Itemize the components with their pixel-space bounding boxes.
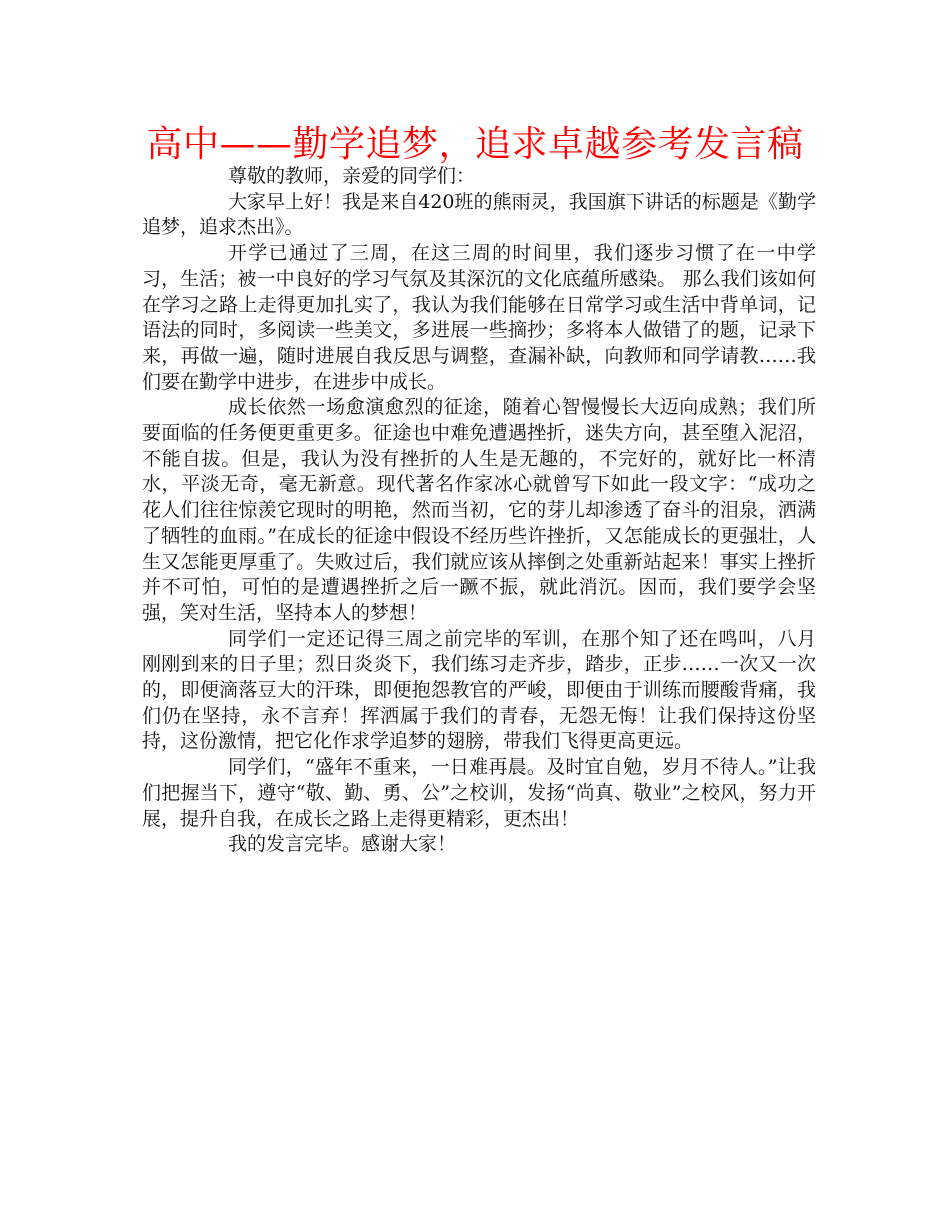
body-paragraph: 同学们一定还记得三周之前完毕的军训，在那个知了还在鸣叫，八月刚刚到来的日子里；烈日炎炎下，我们练习走齐步，踏步，正步……一次又一次的，即便滴落豆大的汗珠，即便抱怨教官的严峻，即便由于训练而腰酸背痛，我们仍在坚持，永不言弃！挥洒属于我们的青春，无怨无悔！让我们保持这份坚持，这份激情，把它化作求学追梦的翅膀，带我们飞得更高更远。 (142, 627, 816, 753)
body-paragraph: 同学们，“盛年不重来，一日难再晨。及时宜自勉，岁月不待人。”让我们把握当下，遵守“敬、勤、勇、公”之校训，发扬“尚真、敬业”之校风，努力开展，提升自我，在成长之路上走得更精彩，更杰出！ (142, 756, 816, 830)
body-paragraph: 成长依然一场愈演愈烈的征途，随着心智慢慢长大迈向成熟；我们所要面临的任务便更重更多。征途也中难免遭遇挫折，迷失方向，甚至堕入泥沼，不能自拔。但是，我认为没有挫折的人生是无趣的，不完好的，就好比一杯清水，平淡无奇，毫无新意。现代著名作家冰心就曾写下如此一段文字：“成功之花人们往往惊羡它现时的明艳，然而当初，它的芽儿却渗透了奋斗的泪泉，洒满了牺牲的血雨。”在成长的征途中假设不经历些许挫折，又怎能成长的更强壮，人生又怎能更厚重了。失败过后，我们就应该从摔倒之处重新站起来！事实上挫折并不可怕，可怕的是遭遇挫折之后一蹶不振，就此消沉。因而，我们要学会坚强，笑对生活，坚持本人的梦想！ (142, 396, 816, 624)
greeting-paragraph: 大家早上好！我是来自420班的熊雨灵，我国旗下讲话的标题是《勤学追梦，追求杰出》。 (142, 190, 816, 239)
document-title: 高中——勤学追梦，追求卓越参考发言稿 (146, 124, 804, 165)
closing-paragraph: 我的发言完毕。感谢大家！ (228, 833, 457, 856)
salutation-paragraph: 尊敬的教师，亲爱的同学们： (228, 165, 476, 187)
body-paragraph: 开学已通过了三周，在这三周的时间里，我们逐步习惯了在一中学习，生活；被一中良好的学习气氛及其深沉的文化底蕴所感染。 那么我们该如何在学习之路上走得更加扎实了，我认为我们能够在日常学习或生活中背单词，记语法的同时，多阅读一些美文，多进展一些摘抄；多将本人做错了的题，记录下来，再做一遍，随时进展自我反思与调整，查漏补缺，向教师和同学请教……我们要在勤学中进步，在进步中成长。 (142, 242, 816, 393)
document-body (142, 164, 816, 858)
